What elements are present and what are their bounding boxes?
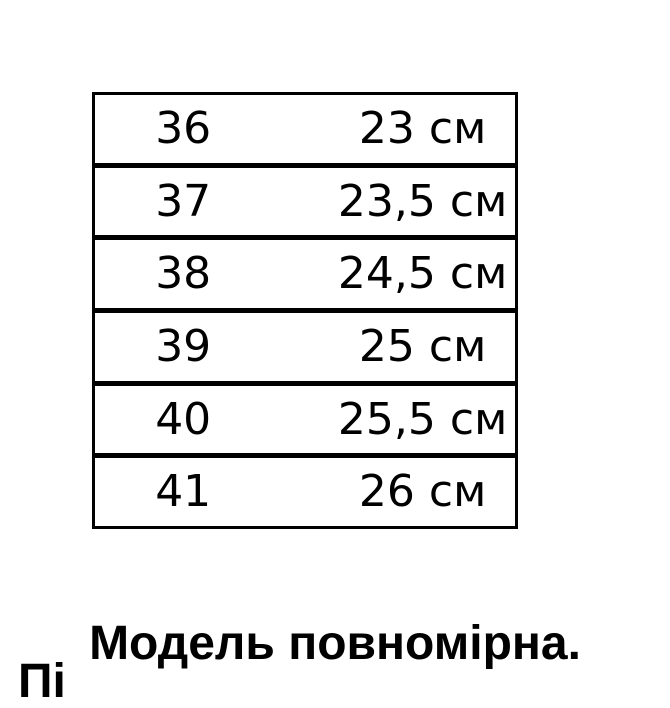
size-cell: 36 (155, 102, 212, 154)
table-row (95, 308, 515, 381)
size-cell: 38 (155, 248, 212, 300)
size-cell: 40 (155, 393, 212, 445)
size-cell: 37 (155, 175, 212, 227)
length-cell: 23 см (358, 102, 487, 154)
table-row (95, 163, 515, 236)
length-cell: 26 см (358, 466, 487, 518)
length-cell: 25 см (358, 320, 487, 372)
length-cell: 23,5 см (337, 175, 508, 227)
table-row (95, 235, 515, 308)
note-text: Модель повномірна. (89, 617, 581, 670)
table-row (95, 453, 515, 526)
length-cell: 25,5 см (337, 393, 508, 445)
size-table (92, 92, 518, 529)
table-row (95, 381, 515, 454)
size-cell: 41 (155, 466, 212, 518)
length-cell: 24,5 см (337, 248, 508, 300)
partial-next-line: Пі (18, 655, 66, 708)
table-row (95, 95, 515, 163)
size-cell: 39 (155, 320, 212, 372)
